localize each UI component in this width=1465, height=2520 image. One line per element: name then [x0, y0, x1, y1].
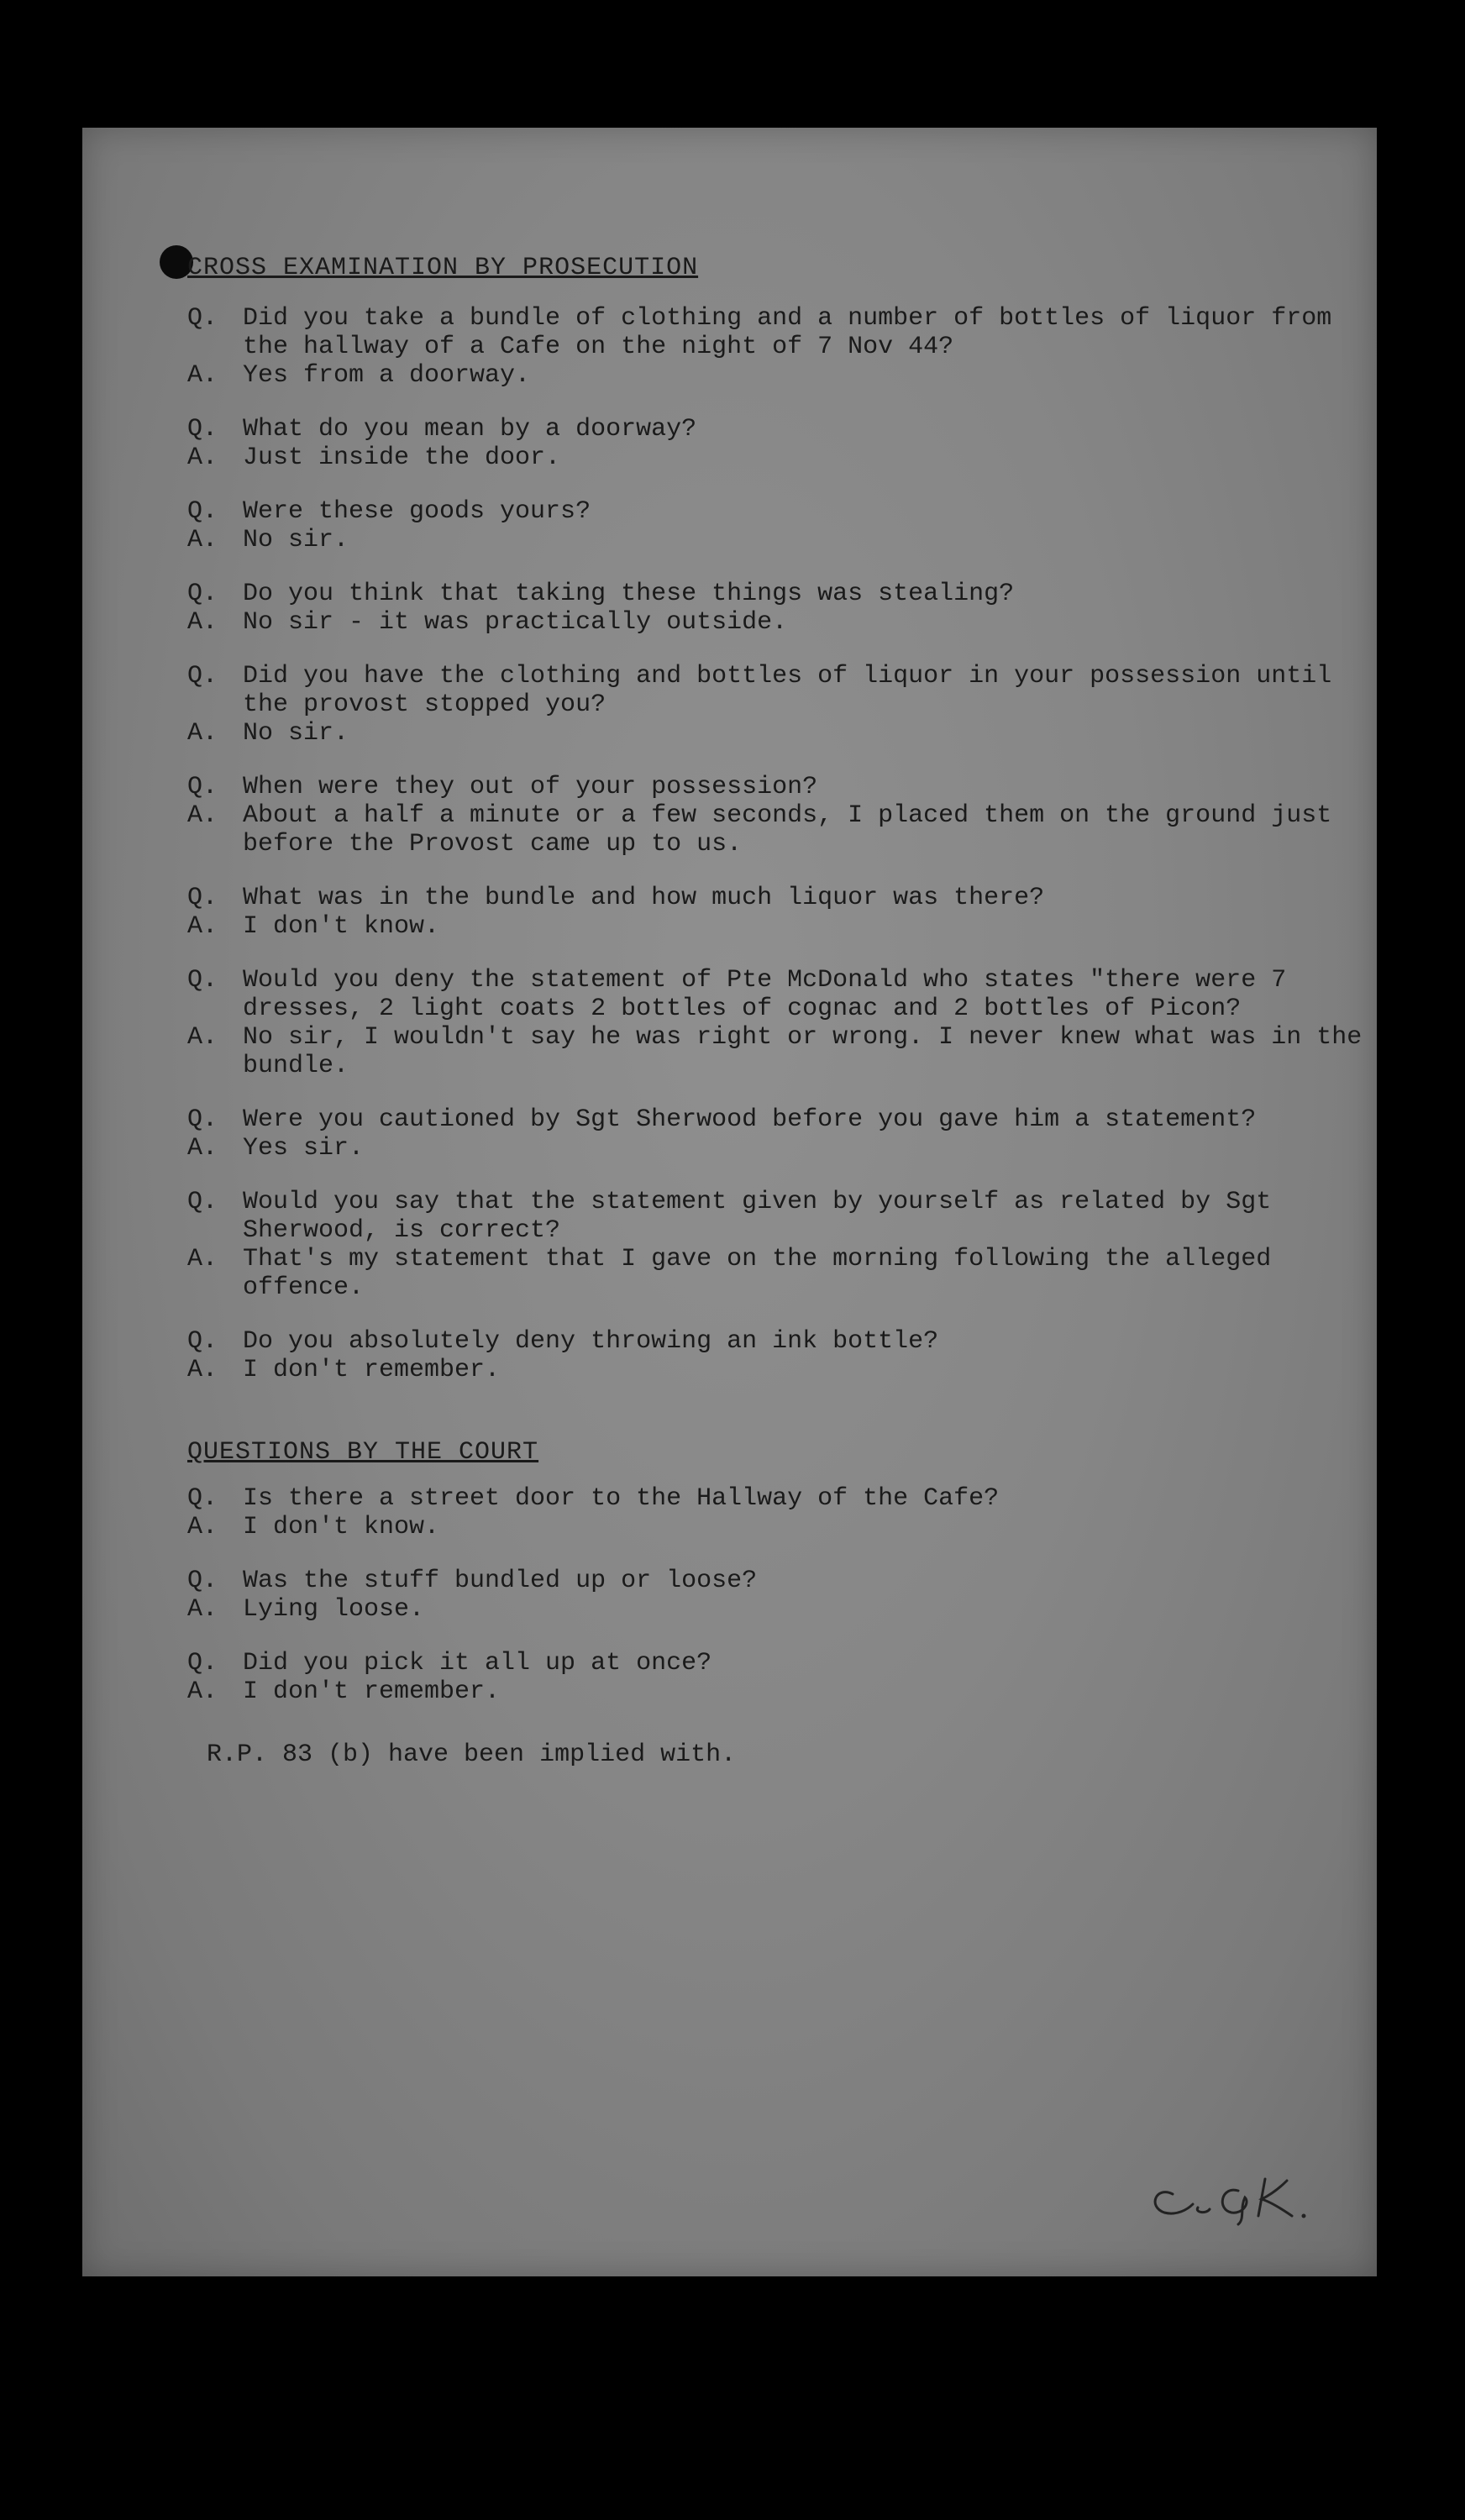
question: [187, 1105, 1363, 1134]
answer-text: Yes from a doorway.: [243, 361, 531, 390]
cross-examination-heading: CROSS EXAMINATION BY PROSECUTION: [187, 254, 699, 282]
question-prefix: Q.: [187, 662, 218, 690]
question-text: Were these goods yours?: [243, 497, 591, 526]
question: [187, 966, 1363, 1023]
question-prefix: Q.: [187, 1567, 218, 1595]
question-prefix: Q.: [187, 966, 218, 995]
answer-prefix: A.: [187, 1356, 218, 1384]
qa-item: [187, 966, 1378, 1080]
answer-prefix: A.: [187, 1134, 218, 1163]
question: [187, 580, 1363, 608]
qa-item: [187, 662, 1363, 748]
answer-text: I don't remember.: [243, 1356, 501, 1384]
cross-examination-list: [187, 304, 1378, 1410]
answer: [187, 1595, 1363, 1624]
question-prefix: Q.: [187, 773, 218, 801]
answer: [187, 608, 1363, 637]
question-text: What do you mean by a doorway?: [243, 415, 697, 444]
answer-text: No sir, I wouldn't say he was right or wrong. I never knew what was in the bundle.: [243, 1023, 1378, 1080]
question-prefix: Q.: [187, 304, 218, 333]
answer: [187, 1023, 1378, 1080]
question-prefix: Q.: [187, 415, 218, 444]
answer: [187, 444, 1363, 472]
qa-item: [187, 497, 1363, 554]
question: [187, 1567, 1363, 1595]
court-questions-list: [187, 1484, 1363, 1731]
question-text: Do you absolutely deny throwing an ink bottle?: [243, 1327, 939, 1356]
question-text: Do you think that taking these things was stealing?: [243, 580, 1015, 608]
answer-prefix: A.: [187, 1023, 218, 1052]
question-prefix: Q.: [187, 1188, 218, 1216]
answer-text: No sir.: [243, 526, 349, 554]
answer-prefix: A.: [187, 444, 218, 472]
question-text: Did you take a bundle of clothing and a number of bottles of liquor from the hallway of a Cafe on the night of 7 Nov 44?: [243, 304, 1347, 361]
qa-item: [187, 1567, 1363, 1624]
answer-prefix: A.: [187, 1513, 218, 1541]
qa-item: [187, 884, 1363, 941]
answer-prefix: A.: [187, 1245, 218, 1273]
answer-prefix: A.: [187, 526, 218, 554]
question-prefix: Q.: [187, 884, 218, 912]
answer-text: That's my statement that I gave on the morning following the alleged offence.: [243, 1245, 1287, 1302]
answer: [187, 1513, 1363, 1541]
answer-text: I don't know.: [243, 1513, 440, 1541]
question-text: Did you have the clothing and bottles of liquor in your possession until the provost stopped you?: [243, 662, 1347, 719]
answer: [187, 1245, 1363, 1302]
question-text: What was in the bundle and how much liquor was there?: [243, 884, 1045, 912]
answer: [187, 912, 1363, 941]
answer-text: I don't remember.: [243, 1677, 501, 1706]
question-text: Is there a street door to the Hallway of the Cafe?: [243, 1484, 1000, 1513]
answer-prefix: A.: [187, 361, 218, 390]
question: [187, 1649, 1363, 1677]
question-text: Did you pick it all up at once?: [243, 1649, 712, 1677]
answer: [187, 1134, 1363, 1163]
question-prefix: Q.: [187, 580, 218, 608]
question-text: Were you cautioned by Sgt Sherwood before you gave him a statement?: [243, 1105, 1257, 1134]
answer-prefix: A.: [187, 608, 218, 637]
answer: [187, 361, 1363, 390]
question: [187, 1327, 1363, 1356]
qa-item: [187, 773, 1363, 858]
question: [187, 884, 1363, 912]
question-text: When were they out of your possession?: [243, 773, 818, 801]
answer-prefix: A.: [187, 912, 218, 941]
answer: [187, 801, 1363, 858]
question: [187, 1188, 1363, 1245]
rp-compliance-note: R.P. 83 (b) have been implied with.: [207, 1740, 737, 1769]
qa-item: [187, 1649, 1363, 1706]
typed-content: [82, 128, 1377, 2276]
document-page: [82, 128, 1377, 2276]
qa-item: [187, 304, 1363, 390]
question-text: Would you deny the statement of Pte McDonald who states "there were 7 dresses, 2 light coats 2 bottles of cognac and 2 bottles of Picon?: [243, 966, 1302, 1023]
answer: [187, 719, 1363, 748]
qa-item: [187, 580, 1363, 637]
answer-text: Yes sir.: [243, 1134, 365, 1163]
question: [187, 773, 1363, 801]
qa-item: [187, 1188, 1363, 1302]
qa-item: [187, 415, 1363, 472]
question-prefix: Q.: [187, 497, 218, 526]
question: [187, 1484, 1363, 1513]
answer-prefix: A.: [187, 1595, 218, 1624]
answer-prefix: A.: [187, 801, 218, 830]
question: [187, 662, 1363, 719]
answer: [187, 526, 1363, 554]
answer: [187, 1356, 1363, 1384]
question: [187, 415, 1363, 444]
answer-prefix: A.: [187, 719, 218, 748]
court-questions-heading: QUESTIONS BY THE COURT: [187, 1438, 539, 1467]
answer: [187, 1677, 1363, 1706]
question-prefix: Q.: [187, 1484, 218, 1513]
answer-text: No sir.: [243, 719, 349, 748]
question: [187, 304, 1363, 361]
qa-item: [187, 1484, 1363, 1541]
question-prefix: Q.: [187, 1649, 218, 1677]
answer-text: I don't know.: [243, 912, 440, 941]
question: [187, 497, 1363, 526]
answer-text: No sir - it was practically outside.: [243, 608, 788, 637]
handwritten-initials: [1139, 2160, 1324, 2228]
answer-text: About a half a minute or a few seconds, I placed them on the ground just before the Provost came up to us.: [243, 801, 1347, 858]
question-text: Would you say that the statement given by yourself as related by Sgt Sherwood, is correct?: [243, 1188, 1287, 1245]
answer-text: Lying loose.: [243, 1595, 425, 1624]
qa-item: [187, 1327, 1363, 1384]
question-prefix: Q.: [187, 1105, 218, 1134]
question-text: Was the stuff bundled up or loose?: [243, 1567, 758, 1595]
answer-text: Just inside the door.: [243, 444, 561, 472]
question-prefix: Q.: [187, 1327, 218, 1356]
qa-item: [187, 1105, 1363, 1163]
answer-prefix: A.: [187, 1677, 218, 1706]
